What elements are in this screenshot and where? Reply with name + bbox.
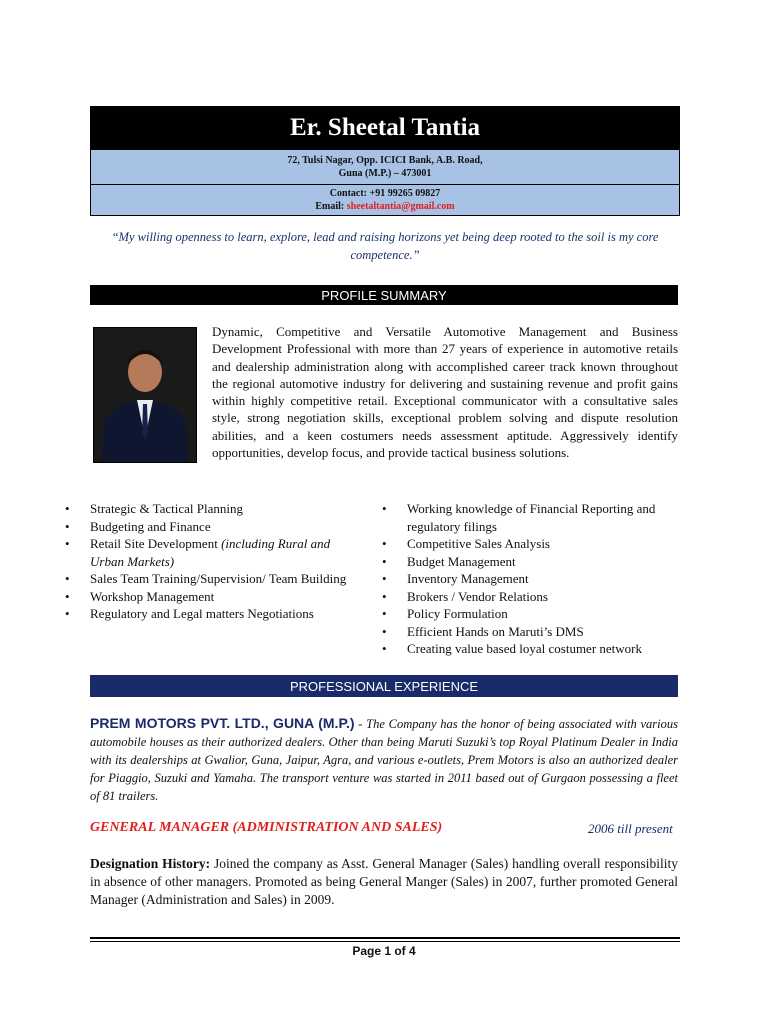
skill-item: • Retail Site Development (including Rural and Urban Markets)	[65, 535, 355, 570]
footer-divider	[90, 937, 680, 939]
profile-photo	[93, 327, 197, 463]
address-line-2: Guna (M.P.) – 473001	[338, 168, 432, 179]
role-dates: 2006 till present	[588, 821, 673, 836]
skill-item: • Budget Management	[382, 553, 682, 571]
designation-label: Designation History:	[90, 856, 211, 871]
portrait-image	[94, 328, 196, 462]
professional-experience-heading: PROFESSIONAL EXPERIENCE	[90, 675, 678, 697]
candidate-name: Er. Sheetal Tantia	[289, 114, 481, 141]
company-desc-text: The Company has the honor of being associated with various automobile houses as their authorized dealers. Other than being Maruti Suzuki’s top Royal Platinum Dealer in India with its dealerships at Gwalior, Guna, Jaipur, Agra, and various e-outlets, Prem Motors is also an authorized dealer for Piaggio, Suzuki and Yamaha. The transport venture was started in 2011 based out of Gurgaon possessing a fleet of 81 trailers.	[90, 717, 678, 803]
address-row	[91, 149, 679, 184]
company-name: PREM MOTORS PVT. LTD., GUNA (M.P.)	[90, 715, 355, 731]
skill-item: • Working knowledge of Financial Reporting and regulatory filings	[382, 500, 682, 535]
skill-item: • Budgeting and Finance	[65, 518, 355, 536]
skill-item: • Efficient Hands on Maruti’s DMS	[382, 623, 682, 641]
email-link[interactable]: sheetaltantia@gmail.com	[346, 201, 455, 212]
role-title: GENERAL MANAGER (ADMINISTRATION AND SALES)	[90, 820, 443, 835]
skills-list-right	[382, 500, 682, 658]
skill-item: • Policy Formulation	[382, 605, 682, 623]
skills-list-left	[65, 500, 355, 623]
email-line	[315, 200, 454, 213]
skill-item: • Creating value based loyal costumer network	[382, 640, 682, 658]
footer-divider-thin	[90, 941, 680, 942]
skill-item: • Brokers / Vendor Relations	[382, 588, 682, 606]
skill-item: • Sales Team Training/Supervision/ Team Building	[65, 570, 355, 588]
career-quote: “My willing openness to learn, explore, lead and raising horizons yet being deep rooted to the soil is my core competence.”	[111, 230, 659, 262]
company-description	[90, 714, 678, 805]
address-line-1: 72, Tulsi Nagar, Opp. ICICI Bank, A.B. Road,	[287, 155, 483, 166]
skill-item: • Workshop Management	[65, 588, 355, 606]
designation-history	[90, 855, 678, 909]
resume-header	[90, 106, 680, 216]
contact-row	[91, 184, 679, 215]
profile-summary-text: Dynamic, Competitive and Versatile Automotive Management and Business Development Professional with more than 27 years of experience in automotive retails and dealership administration along with accomplished career track known throughout the regional automotive industry for delivering and sustaining revenue and profit gains within highly competitive retail. Exceptional communicator with a consultative sales style, strong negotiation skills, exceptional problem solving and dispute resolution abilities, and a keen costumers needs assessment aptitude. Aggressively identify opportunities, develop focus, and provide tactical business solutions.	[212, 324, 678, 461]
skill-item: • Regulatory and Legal matters Negotiations	[65, 605, 355, 623]
skill-note: (including Rural and Urban Markets)	[90, 536, 331, 569]
email-label: Email:	[315, 201, 347, 212]
contact-phone: Contact: +91 99265 09827	[329, 188, 441, 199]
designation-text: Joined the company as Asst. General Manager (Sales) handling overall responsibility in absence of other managers. Promoted as being General Manger (Sales) in 2007, further promoted General Manager (Administration and Sales) in 2009.	[90, 856, 679, 907]
name-bar	[91, 107, 679, 149]
profile-summary-heading: PROFILE SUMMARY	[90, 285, 678, 305]
page-number: Page 1 of 4	[352, 944, 416, 958]
skill-item: • Inventory Management	[382, 570, 682, 588]
skill-item: • Strategic & Tactical Planning	[65, 500, 355, 518]
company-separator: -	[354, 717, 367, 731]
skill-item: • Competitive Sales Analysis	[382, 535, 682, 553]
